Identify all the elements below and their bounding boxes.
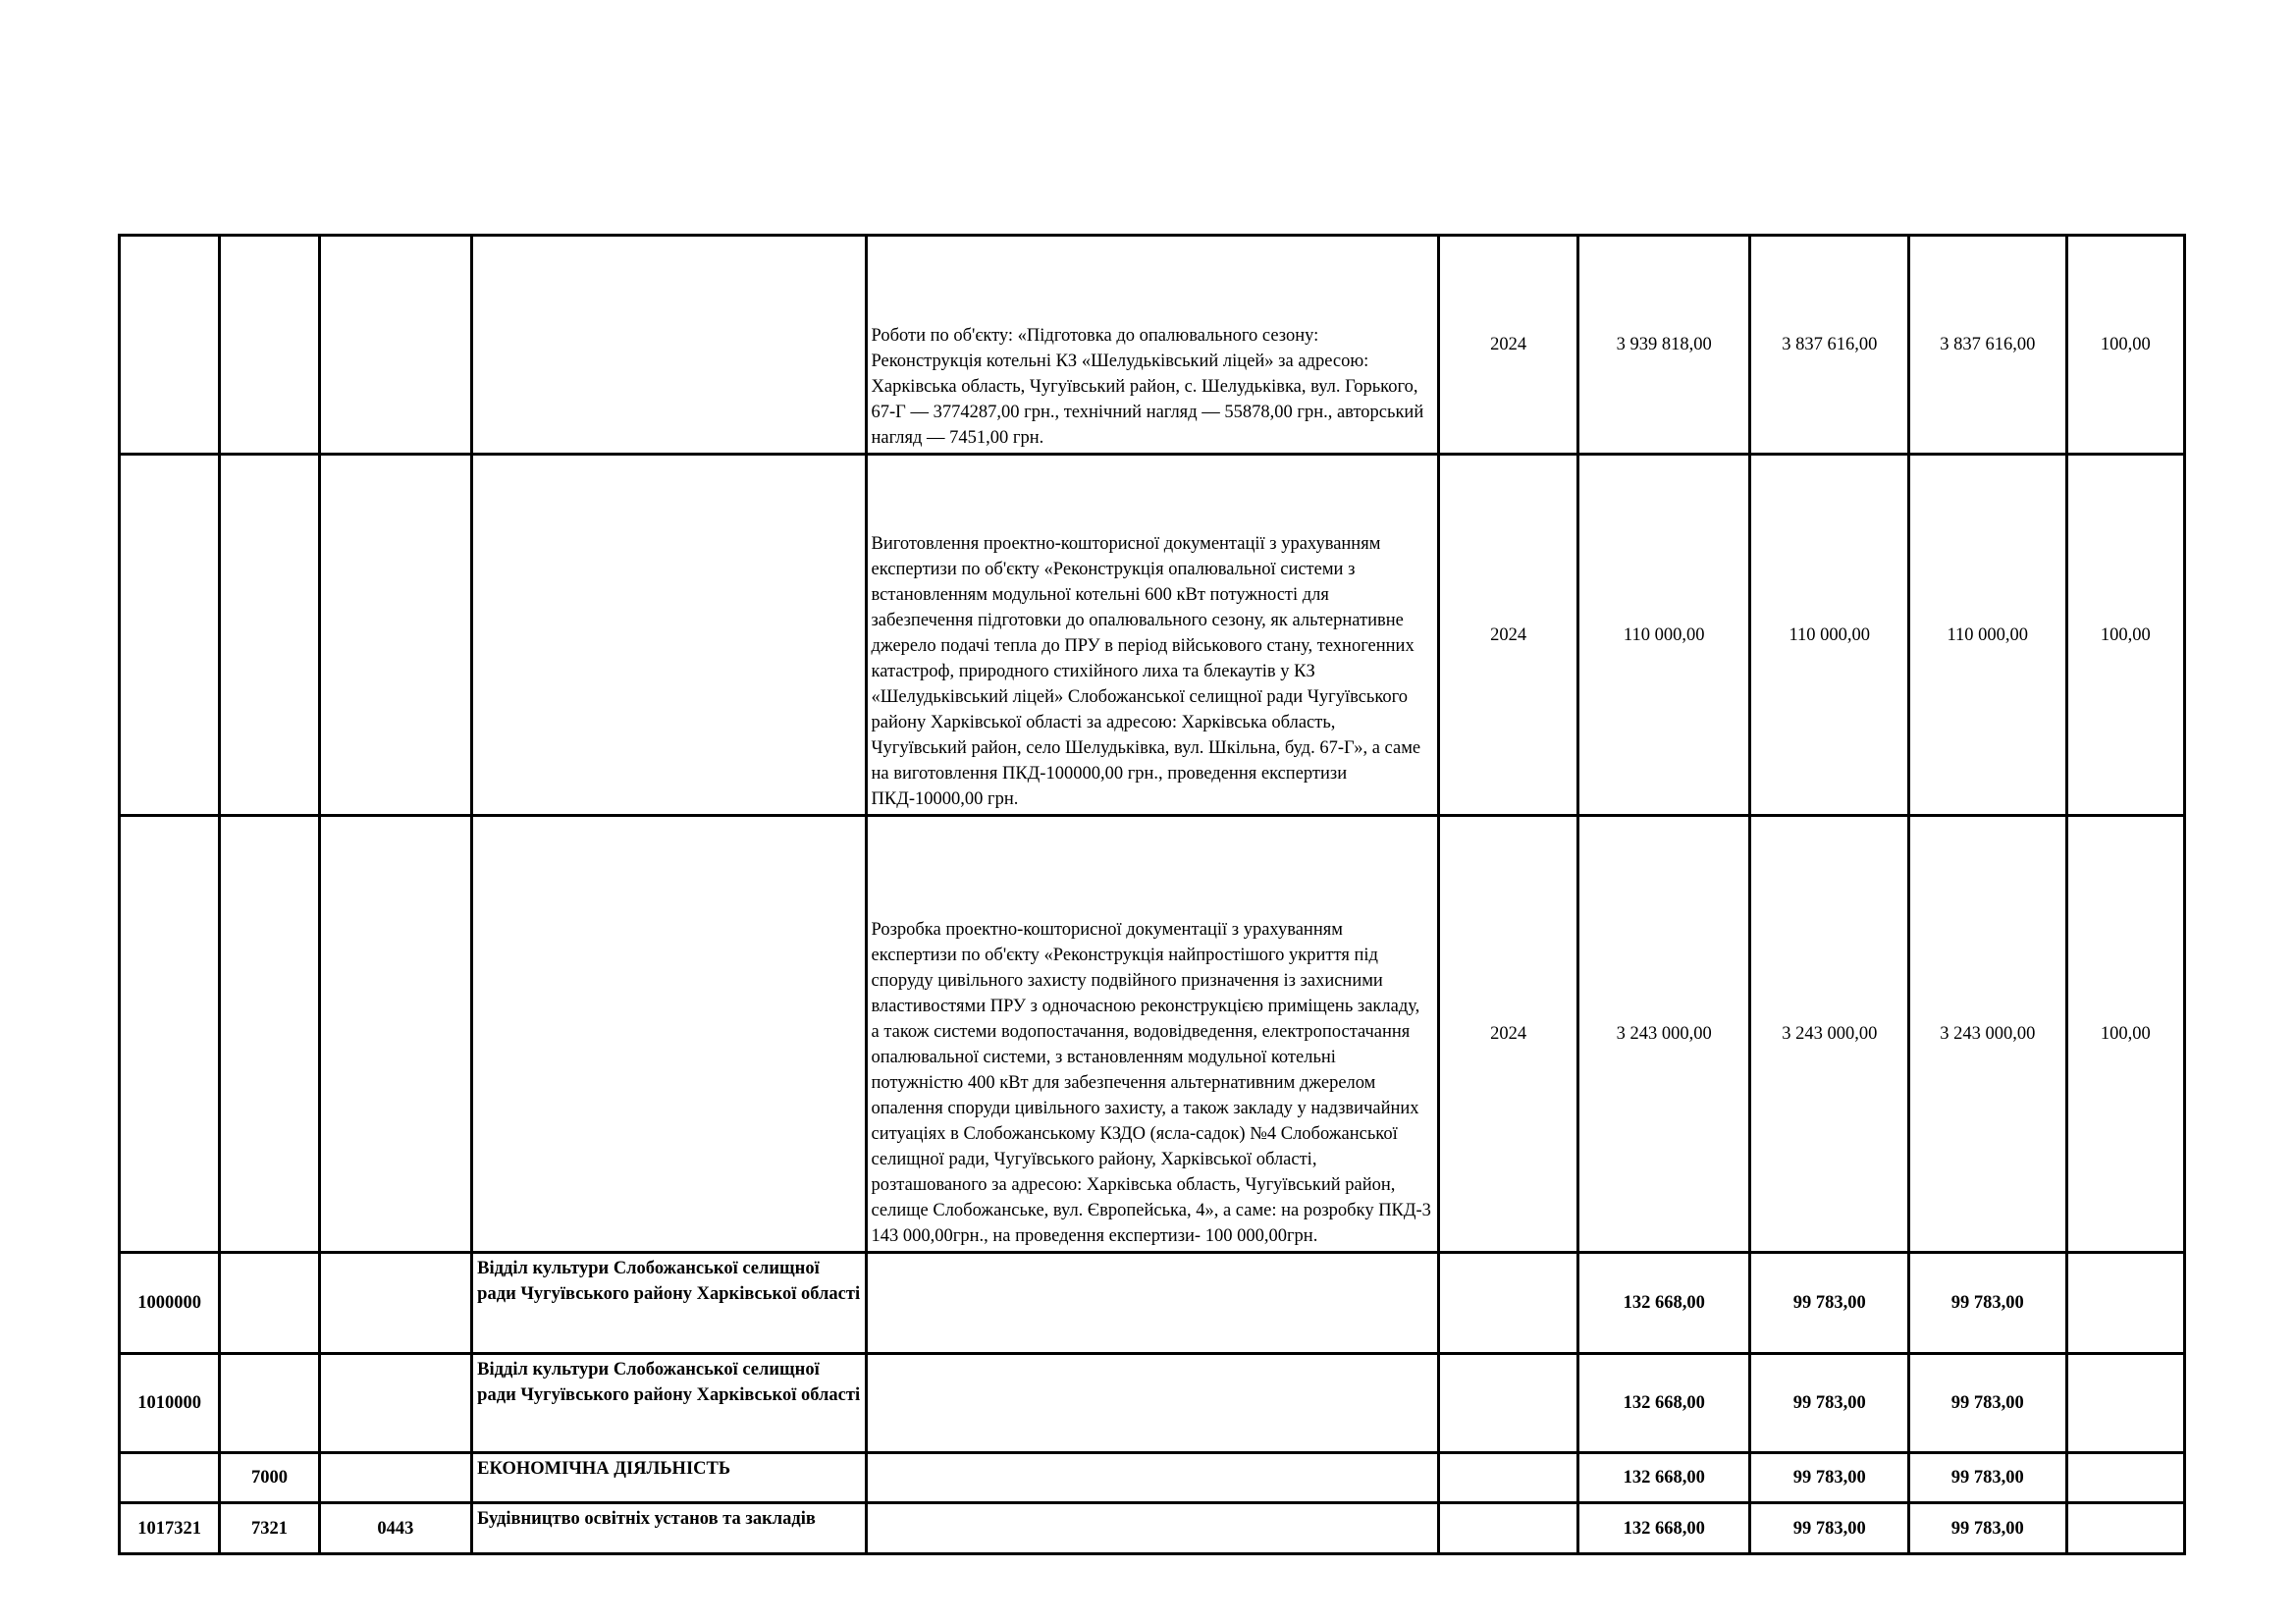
total-cost-cell: 110 000,00	[1577, 455, 1750, 816]
amount-a-cell: 99 783,00	[1750, 1354, 1909, 1453]
object-description-cell	[866, 1253, 1439, 1354]
program-name-cell	[472, 236, 866, 455]
function-code-cell	[220, 1354, 319, 1453]
object-description-cell: Роботи по об'єкту: «Підготовка до опалювального сезону: Реконструкція котельні КЗ «Шелудьківський ліцей» за адресою: Харківська область, Чугуївський район, с. Шелудьківка, вул. Горького, 67-Г — 3774287,00 грн., технічний нагляд — 55878,00 грн., авторський нагляд — 7451,00 грн.	[866, 236, 1439, 455]
object-description-cell	[866, 1354, 1439, 1453]
amount-b-cell: 110 000,00	[1909, 455, 2067, 816]
program-code-cell: 1017321	[120, 1503, 220, 1554]
function-code-cell	[220, 236, 319, 455]
amount-a-cell: 3 837 616,00	[1750, 236, 1909, 455]
program-name-cell: Будівництво освітніх установ та закладів	[472, 1503, 866, 1554]
program-code-cell: 1010000	[120, 1354, 220, 1453]
year-cell: 2024	[1439, 455, 1577, 816]
amount-a-cell: 99 783,00	[1750, 1253, 1909, 1354]
table-row	[120, 455, 2185, 816]
function-code-cell	[220, 455, 319, 816]
classification-code-cell	[319, 1453, 472, 1503]
function-code-cell	[220, 816, 319, 1253]
function-code-cell	[220, 1253, 319, 1354]
classification-code-cell	[319, 1354, 472, 1453]
amount-b-cell: 99 783,00	[1909, 1503, 2067, 1554]
classification-code-cell: 0443	[319, 1503, 472, 1554]
object-description-cell: Виготовлення проектно-кошторисної документації з урахуванням експертизи по об'єкту «Реконструкція опалювальної системи з встановленням модульної котельні 600 кВт потужності для забезпечення підготовки до опалювального сезону, як альтернативне джерело подачі тепла до ПРУ в період військового стану, техногенних катастроф, природного стихійного лиха та блекаутів у КЗ «Шелудьківський ліцей» Слобожанської селищної ради Чугуївського району Харківської області за адресою: Харківська область, Чугуївський район, село Шелудьківка, вул. Шкільна, буд. 67-Г», а саме на виготовлення ПКД-100000,00 грн., проведення експертизи ПКД-10000,00 грн.	[866, 455, 1439, 816]
amount-b-cell: 99 783,00	[1909, 1253, 2067, 1354]
percent-cell: 100,00	[2066, 236, 2184, 455]
program-code-cell	[120, 1453, 220, 1503]
program-name-cell	[472, 816, 866, 1253]
year-cell	[1439, 1253, 1577, 1354]
percent-cell	[2066, 1453, 2184, 1503]
budget-table	[118, 234, 2186, 1555]
percent-cell	[2066, 1253, 2184, 1354]
total-cost-cell: 132 668,00	[1577, 1354, 1750, 1453]
program-name-cell: Відділ культури Слобожанської селищної ради Чугуївського району Харківської області	[472, 1253, 866, 1354]
year-cell: 2024	[1439, 236, 1577, 455]
total-cost-cell: 132 668,00	[1577, 1253, 1750, 1354]
object-description-cell	[866, 1503, 1439, 1554]
program-code-cell: 1000000	[120, 1253, 220, 1354]
total-cost-cell: 132 668,00	[1577, 1453, 1750, 1503]
classification-code-cell	[319, 236, 472, 455]
program-code-cell	[120, 816, 220, 1253]
table-row	[120, 236, 2185, 455]
object-description-cell	[866, 1453, 1439, 1503]
program-name-cell: ЕКОНОМІЧНА ДІЯЛЬНІСТЬ	[472, 1453, 866, 1503]
year-cell	[1439, 1503, 1577, 1554]
year-cell	[1439, 1354, 1577, 1453]
percent-cell: 100,00	[2066, 816, 2184, 1253]
amount-a-cell: 99 783,00	[1750, 1503, 1909, 1554]
table-row	[120, 1253, 2185, 1354]
program-name-cell: Відділ культури Слобожанської селищної ради Чугуївського району Харківської області	[472, 1354, 866, 1453]
percent-cell	[2066, 1354, 2184, 1453]
amount-a-cell: 99 783,00	[1750, 1453, 1909, 1503]
program-name-cell	[472, 455, 866, 816]
percent-cell	[2066, 1503, 2184, 1554]
classification-code-cell	[319, 1253, 472, 1354]
function-code-cell: 7000	[220, 1453, 319, 1503]
object-description-cell: Розробка проектно-кошторисної документації з урахуванням експертизи по об'єкту «Реконструкція найпростішого укриття під споруду цивільного захисту подвійного призначення із захисними властивостями ПРУ з одночасною реконструкцією приміщень закладу, а також системи водопостачання, водовідведення, електропостачання опалювальної системи, з встановленням модульної котельні потужністю 400 кВт для забезпечення альтернативним джерелом опалення споруди цивільного захисту, а також закладу у надзвичайних ситуаціях в Слобожанському КЗДО (ясла-садок) №4 Слобожанської селищної ради, Чугуївського району, Харківської області, розташованого за адресою: Харківська область, Чугуївський район, селище Слобожанське, вул. Європейська, 4», а саме: на розробку ПКД-3 143 000,00грн., на проведення експертизи- 100 000,00грн.	[866, 816, 1439, 1253]
classification-code-cell	[319, 455, 472, 816]
table-row	[120, 1453, 2185, 1503]
total-cost-cell: 132 668,00	[1577, 1503, 1750, 1554]
function-code-cell: 7321	[220, 1503, 319, 1554]
total-cost-cell: 3 939 818,00	[1577, 236, 1750, 455]
program-code-cell	[120, 236, 220, 455]
amount-a-cell: 110 000,00	[1750, 455, 1909, 816]
year-cell	[1439, 1453, 1577, 1503]
year-cell: 2024	[1439, 816, 1577, 1253]
amount-b-cell: 3 243 000,00	[1909, 816, 2067, 1253]
amount-b-cell: 3 837 616,00	[1909, 236, 2067, 455]
amount-a-cell: 3 243 000,00	[1750, 816, 1909, 1253]
table-row	[120, 816, 2185, 1253]
percent-cell: 100,00	[2066, 455, 2184, 816]
program-code-cell	[120, 455, 220, 816]
amount-b-cell: 99 783,00	[1909, 1354, 2067, 1453]
table-row	[120, 1354, 2185, 1453]
total-cost-cell: 3 243 000,00	[1577, 816, 1750, 1253]
amount-b-cell: 99 783,00	[1909, 1453, 2067, 1503]
classification-code-cell	[319, 816, 472, 1253]
budget-table-page	[118, 234, 2186, 1555]
table-row	[120, 1503, 2185, 1554]
